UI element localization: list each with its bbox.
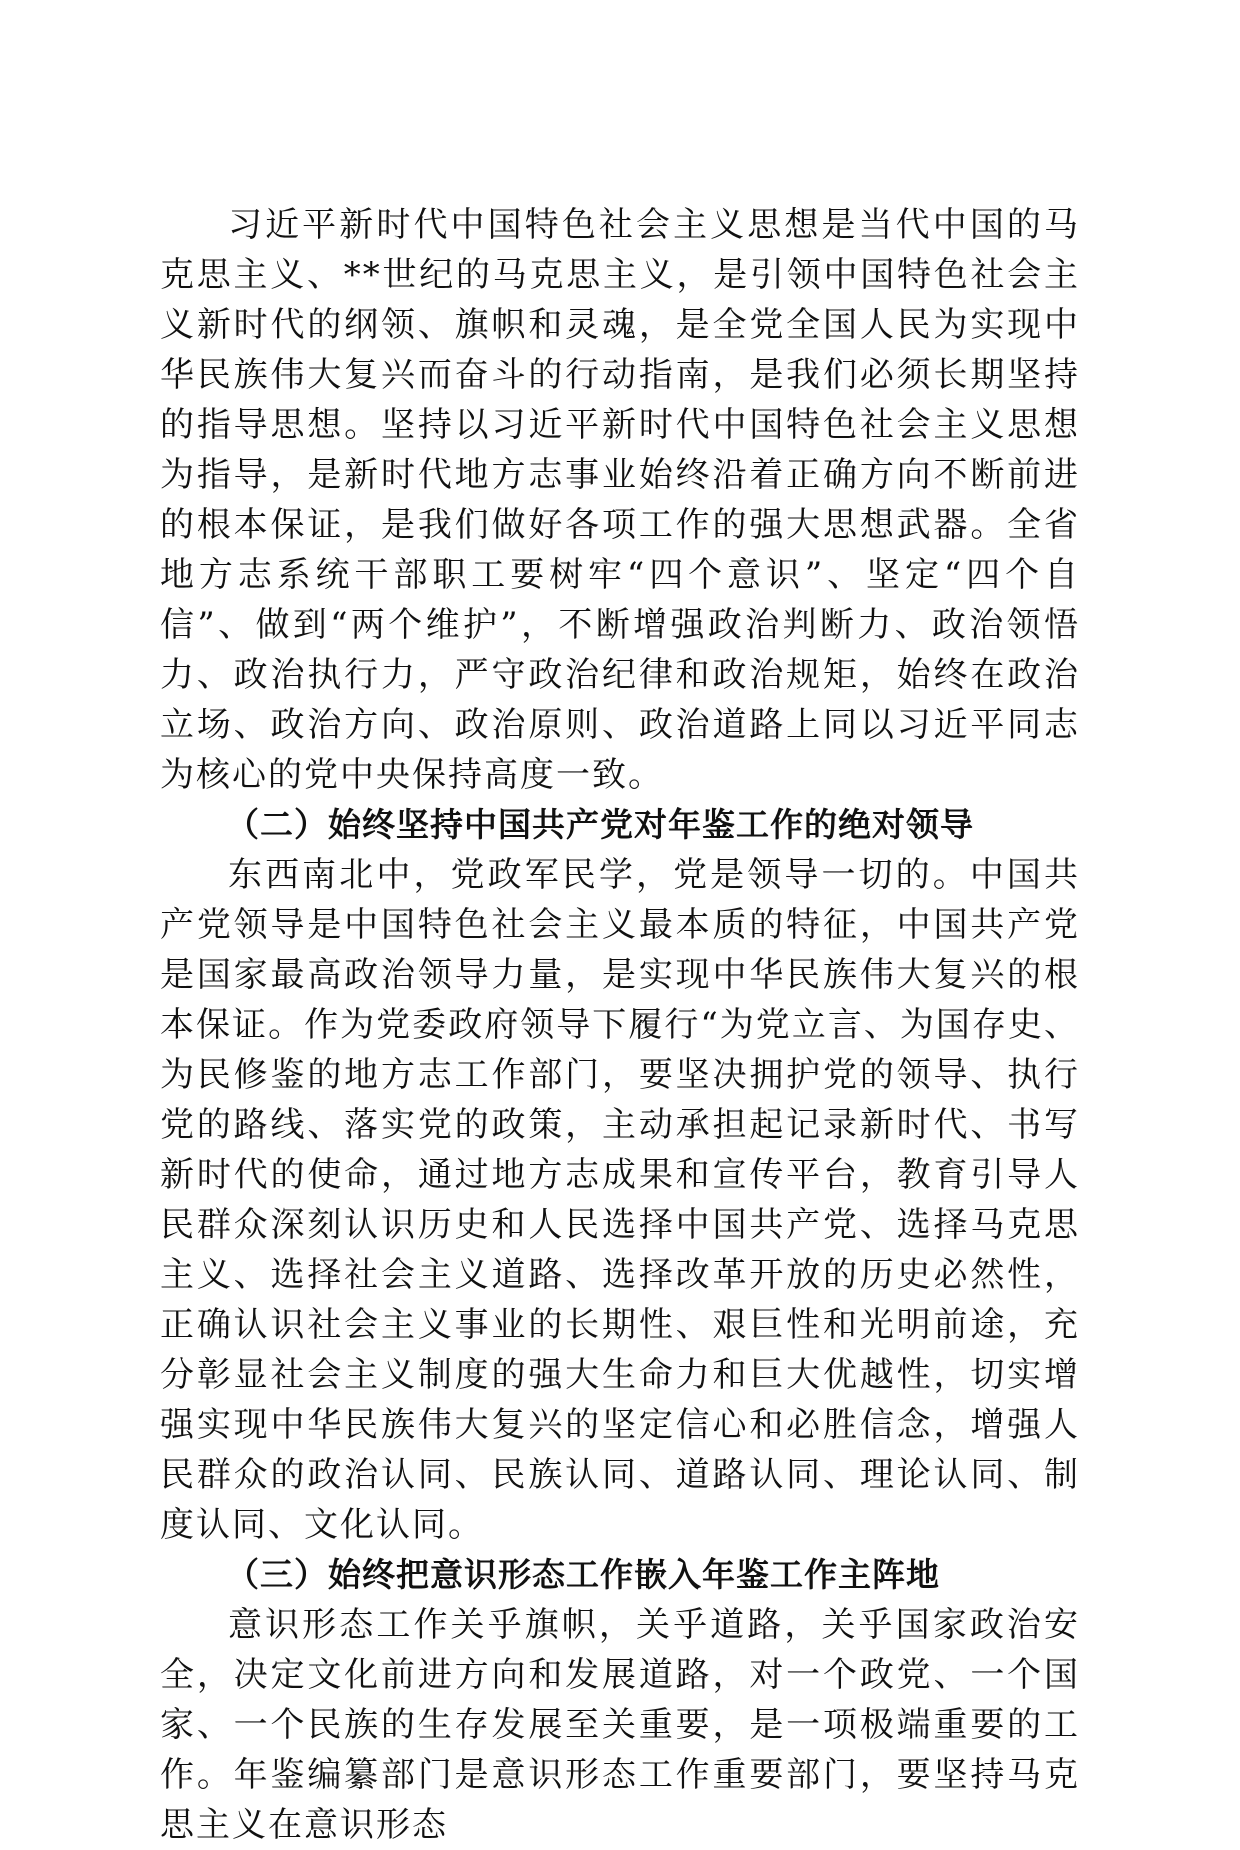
body-paragraph-3: 意识形态工作关乎旗帜，关乎道路，关乎国家政治安全，决定文化前进方向和发展道路，对一个政党、一个国家、一个民族的生存发展至关重要，是一项极端重要的工作。年鉴编纂部门是意识形态工作重要部门，要坚持马克思主义在意识形态 [160,1605,1080,1845]
section-heading-2: （二）始终坚持中国共产党对年鉴工作的绝对领导 [226,805,974,844]
section-heading-3: （三）始终把意识形态工作嵌入年鉴工作主阵地 [226,1555,940,1594]
document-body [160,200,1080,1850]
body-paragraph-1: 习近平新时代中国特色社会主义思想是当代中国的马克思主义、**世纪的马克思主义，是引领中国特色社会主义新时代的纲领、旗帜和灵魂，是全党全国人民为实现中华民族伟大复兴而奋斗的行动指南，是我们必须长期坚持的指导思想。坚持以习近平新时代中国特色社会主义思想为指导，是新时代地方志事业始终沿着正确方向不断前进的根本保证，是我们做好各项工作的强大思想武器。全省地方志系统干部职工要树牢“四个意识”、坚定“四个自信”、做到“两个维护”，不断增强政治判断力、政治领悟力、政治执行力，严守政治纪律和政治规矩，始终在政治立场、政治方向、政治原则、政治道路上同以习近平同志为核心的党中央保持高度一致。 [160,205,1080,795]
body-paragraph-2: 东西南北中，党政军民学，党是领导一切的。中国共产党领导是中国特色社会主义最本质的特征，中国共产党是国家最高政治领导力量，是实现中华民族伟大复兴的根本保证。作为党委政府领导下履行“为党立言、为国存史、为民修鉴的地方志工作部门，要坚决拥护党的领导、执行党的路线、落实党的政策，主动承担起记录新时代、书写新时代的使命，通过地方志成果和宣传平台，教育引导人民群众深刻认识历史和人民选择中国共产党、选择马克思主义、选择社会主义道路、选择改革开放的历史必然性，正确认识社会主义事业的长期性、艰巨性和光明前途，充分彰显社会主义制度的强大生命力和巨大优越性，切实增强实现中华民族伟大复兴的坚定信心和必胜信念，增强人民群众的政治认同、民族认同、道路认同、理论认同、制度认同、文化认同。 [160,855,1080,1545]
